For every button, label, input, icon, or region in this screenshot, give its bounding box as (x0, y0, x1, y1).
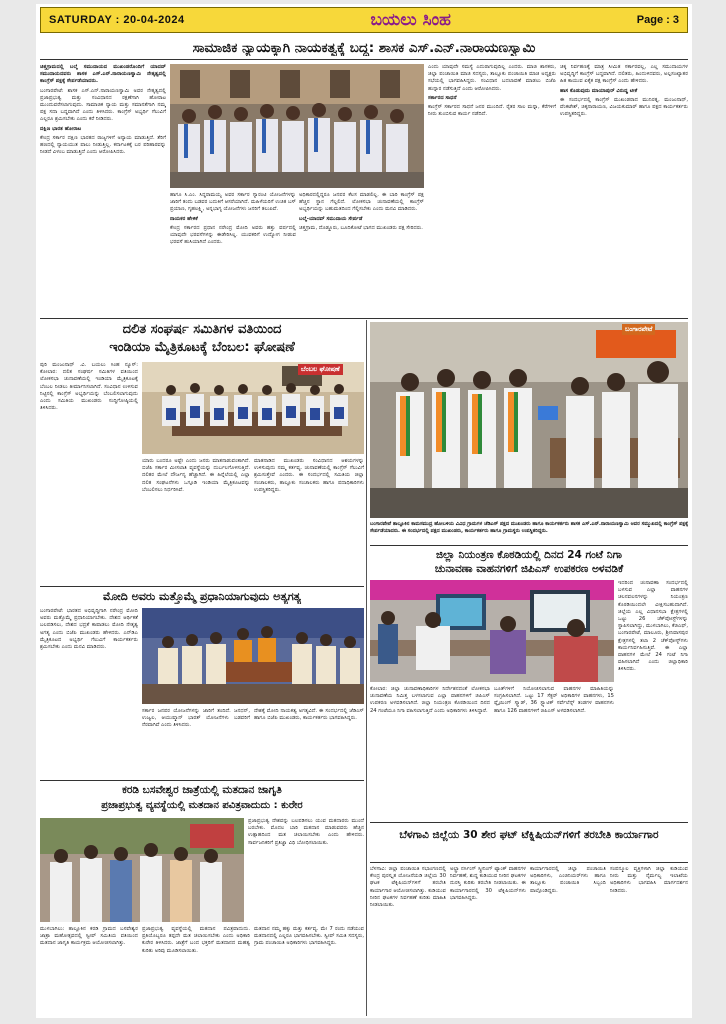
newspaper-title: ಬಯಲು ಸಿಂಹ (370, 10, 451, 30)
article5-headline-line1: ಕರಡಿ ಬಸವೇಶ್ವರ ಜಾತ್ರೆಯಲ್ಲಿ ಮತದಾನ ಜಾಗೃತಿ (122, 784, 282, 796)
article1-subhead-3: ಬಲ್ಮೆ-ಯಾದವ್ ಸಮುದಾಯ ಸೇರ್ಪಡೆ (299, 215, 363, 222)
article5-headline-line2: ಪ್ರಜಾಪ್ರಭುತ್ವ ವ್ಯವಸ್ಥೆಯಲ್ಲಿ ಮತದಾನ ಪವಿತ್ರವಾದುದು : ಕುರೇರ (101, 800, 303, 811)
article1-text-5: ಚಿಕ್ಕ ನಿರ್ವಹಣಕ್ಕೆ ಮಾತ್ರ ಸೀಮಿತ ಸರ್ಕಾರವಲ್ಲ, ಎಲ್ಲ ಸಮುದಾಯಗಳ ಅಭಿವೃದ್ಧಿಗೆ ಕಾಂಗ್ರೆಸ್ ಬದ್ಧವಾಗಿದೆ. ದಲಿತರು, ಹಿಂದುಳಿದವರು, ಅಲ್ಪಸಂಖ್ಯಾತರ ಹಿತ ಕಾಯುವ ಏಕೈಕ ಪಕ್ಷ ಕಾಂಗ್ರೆಸ್ ಎಂದು ಹೇಳಿದರು. (560, 64, 688, 85)
article4-photo (142, 608, 364, 704)
article6-column-2 (450, 866, 526, 1014)
article5-photo (40, 818, 244, 922)
article1-text-2b: ಕೇಂದ್ರ ಸರ್ಕಾರದ ಪ್ರಧಾನ ನರೇಂದ್ರ ಮೋದಿ ಅವರು ಹತ್ತು ವರ್ಷದಲ್ಲಿ ಯಾವುದೇ ಭರವಸೆಗಳನ್ನು ಈಡೇರಿಸಿಲ್ಲ. ಯುವಕರಿಗೆ ಉದ್ಯೋಗ ನೀಡುವ ಭರವಸೆ ಹುಸಿಯಾಗಿದೆ ಎಂದರು. (170, 224, 296, 246)
article3-column-2 (494, 686, 614, 818)
article4-column-1 (40, 608, 138, 778)
article5-column-2 (248, 818, 364, 922)
article1-subhead-1: ದಕ್ಷಿಣ ಭಾರತ ಹೋರಾಟ (40, 125, 82, 132)
article1-text-5b: ಈ ಸಂದರ್ಭದಲ್ಲಿ ಕಾಂಗ್ರೆಸ್ ಮುಖಂಡರಾದ ಮುನಿರತ್ನ, ಮಂಜುನಾಥ್, ವೆಂಕಟೇಶ್, ಚಿಕ್ಕನಾರಾಯಣ, ವಿಜಯಕುಮಾರ್ ಹಾಗೂ ಪಕ್ಷದ ಕಾರ್ಯಕರ್ತರು ಉಪಸ್ಥಿತರಿದ್ದರು. (560, 96, 688, 118)
article6-text-1: ಬೆಳಗಾವಿ: ಜಿಲ್ಲಾ ಪಂಚಾಯಿತಿ ಸಭಾಂಗಣದಲ್ಲಿ ಕೇಂದ್ರ ಪುರಸ್ಕೃತ ಯೋಜನೆಯಡಿ ಜಿಲ್ಲೆಯ 30 ಘಟಕ ಟೆಕ್ನಿಷಿಯನ್‌ಗಳಿಗೆ ತರಬೇತಿ ಕಾರ್ಯಾಗಾರ ಆಯೋಜಿಸಲಾಗಿತ್ತು. ಕುಡಿಯುವ ನೀರಿನ ಘಟಕಗಳ ನಿರ್ವಹಣೆ ಕುರಿತು ಮಾಹಿತಿ ನೀಡಲಾಯಿತು. (370, 866, 446, 909)
article1-column-5 (560, 64, 688, 314)
article3-side-column (618, 580, 688, 818)
article5-text-4: ಮತದಾನ ನಮ್ಮ ಹಕ್ಕು ಮತ್ತು ಕರ್ತವ್ಯ. ಮೇ 7 ರಂದು ನಡೆಯುವ ಮತದಾನದಲ್ಲಿ ಎಲ್ಲರೂ ಭಾಗವಹಿಸಬೇಕು. ಸ್ವೀಪ್ ಸಮಿತಿ ಸದಸ್ಯರು, ಗ್ರಾಮ ಪಂಚಾಯಿತಿ ಅಧಿಕಾರಿಗಳು ಭಾಗವಹಿಸಿದ್ದರು. (254, 926, 364, 947)
article4-text-3: ದೇಶಕ್ಕೆ ಮೋದಿ ನಾಯಕತ್ವ ಅಗತ್ಯವಿದೆ. ಈ ಸಂದರ್ಭದಲ್ಲಿ ಜೆಡಿಎಸ್ ಹಾಗೂ ಬಿಜೆಪಿ ಮುಖಂಡರು, ಕಾರ್ಯಕರ್ತರು ಭಾಗವಹಿಸಿದ್ದರು. (254, 708, 364, 722)
article3-headline-line1: ಜಿಲ್ಲಾ ನಿಯಂತ್ರಣ ಕೊಠಡಿಯಲ್ಲಿ ದಿನದ 24 ಗಂಟೆ ನಿಗಾ (435, 549, 622, 561)
article1-column-2 (170, 192, 296, 314)
article1-rule (40, 59, 688, 60)
article4-headline: ಮೋದಿ ಅವರು ಮತ್ತೊಮ್ಮೆ ಪ್ರಧಾನಿಯಾಗುವುದು ಅತ್ಯಗತ್ಯ (102, 590, 302, 603)
article2-photo (142, 362, 364, 454)
article5-column-1 (40, 926, 138, 1014)
article1-text-4: ಎಂದು ಯಾವುದೇ ಸಮಸ್ಯೆ ಎದುರಾಗುವುದಿಲ್ಲ ಎಂದರು. ಮಾಜಿ ಶಾಸಕರು, ಜಿಲ್ಲಾ ಪಂಚಾಯಿತಿ ಮಾಜಿ ಸದಸ್ಯರು, ತಾಲ್ಲೂಕು ಪಂಚಾಯಿತಿ ಮಾಜಿ ಅಧ್ಯಕ್ಷರು ಸಭೆಯಲ್ಲಿ ಭಾಗವಹಿಸಿದ್ದರು. ಸಂವಿಧಾನ ಬದಲಾವಣೆ ಮಾಡಲು ಬಿಜೆಪಿ ಹುನ್ನಾರ ನಡೆಸುತ್ತಿದೆ ಎಂದು ಆರೋಪಿಸಿದರು. (428, 64, 556, 92)
newspaper-page (36, 4, 692, 1018)
article6-column-1 (370, 866, 446, 1014)
article1-text-3b: ಚಿತ್ತಗ್ರಾಮ, ದೊಡ್ಡೂರು, ಬೂದಿಕೋಟೆ ಭಾಗದ ಮುಖಂಡರು ಪಕ್ಷ ಸೇರಿದರು. (299, 224, 423, 231)
section-divider-1 (40, 318, 688, 319)
article2-column-2 (142, 458, 250, 582)
section-divider-2 (370, 545, 688, 546)
article2-text-3: ಮಾತನಾಡಿದ ಮುಖಂಡರು ಸಂವಿಧಾನದ ಆಶಯಗಳನ್ನು ಉಳಿಸುವುದು ನಮ್ಮ ಕರ್ತವ್ಯ. ಚುನಾವಣೆಯಲ್ಲಿ ಕಾಂಗ್ರೆಸ್ ಗೆಲುವಿಗೆ ಶ್ರಮಿಸುತ್ತೇವೆ ಎಂದರು. ಈ ಸಂದರ್ಭದಲ್ಲಿ ಸಮಿತಿಯ ಜಿಲ್ಲಾ ಸಂಚಾಲಕರು, ತಾಲ್ಲೂಕು ಸಂಚಾಲಕರು ಹಾಗೂ ಪದಾಧಿಕಾರಿಗಳು ಉಪಸ್ಥಿತರಿದ್ದರು. (254, 458, 364, 493)
article1-column-3 (299, 192, 424, 314)
article3-text-1: ಕೋಲಾರ: ಜಿಲ್ಲಾ ಚುನಾವಣಾಧಿಕಾರಿಗಳ ನಿರ್ದೇಶನದಂತೆ ಲೋಕಸಭಾ ಚುನಾವಣೆಯ ನಿಮಿತ್ತ ಬಳಸಲಾಗುವ ಎಲ್ಲಾ ವಾಹನಗಳಿಗೆ ಜಿಪಿಎಸ್ ಉಪಕರಣ ಅಳವಡಿಸಲಾಗಿದೆ. ಜಿಲ್ಲಾ ನಿಯಂತ್ರಣ ಕೊಠಡಿಯಿಂದ ದಿನದ 24 ಗಂಟೆಯೂ ನಿಗಾ ವಹಿಸಲಾಗುತ್ತಿದೆ ಎಂದು ಅಧಿಕಾರಿಗಳು ತಿಳಿಸಿದ್ದಾರೆ. (370, 686, 490, 714)
article2-photo-inset: ಬೆಂಬಲ ಘೋಷಣೆ (298, 364, 343, 375)
article6-rule (370, 862, 688, 863)
article1-subhead-4: ಸರ್ಕಾರದ ಸಾಧನೆ (428, 94, 457, 101)
article5-text-1: ಮುಳಬಾಗಿಲು: ತಾಲ್ಲೂಕಿನ ಕರಡಿ ಗ್ರಾಮದ ಬಸವೇಶ್ವರ ಜಾತ್ರಾ ಮಹೋತ್ಸವದಲ್ಲಿ ಸ್ವೀಪ್ ಸಮಿತಿಯ ವತಿಯಿಂದ ಮತದಾನ ಜಾಗೃತಿ ಕಾರ್ಯಕ್ರಮ ಆಯೋಜಿಸಲಾಗಿತ್ತು. (40, 926, 138, 947)
article5-text-3: ಪ್ರಜಾಪ್ರಭುತ್ವ ವ್ಯವಸ್ಥೆಯಲ್ಲಿ ಮತದಾನ ಪವಿತ್ರವಾದುದು. ಪ್ರತಿಯೊಬ್ಬರೂ ತಪ್ಪದೇ ಮತ ಚಲಾಯಿಸಬೇಕು ಎಂದು ಅಧಿಕಾರಿ ಕುರೇರ ತಿಳಿಸಿದರು. ಜಾತ್ರೆಗೆ ಬಂದ ಭಕ್ತರಿಗೆ ಮತದಾನದ ಮಹತ್ವ ಕುರಿತು ಅರಿವು ಮೂಡಿಸಲಾಯಿತು. (142, 926, 250, 954)
issue-date: SATURDAY : 20-04-2024 (49, 14, 185, 26)
article3-headline-line2: ಚುನಾವಣಾ ವಾಹನಗಳಿಗೆ ಜಿಪಿಎಸ್ ಉಪಕರಣ ಅಳವಡಿಕೆ (434, 563, 624, 575)
congress-joining-caption: ಬಂಗಾರಪೇಟೆ ತಾಲ್ಲೂಕಿನ ಕಾಮಸಮುದ್ರ ಹೋಬಳಿಯ ವಿವಿಧ ಗ್ರಾಮಗಳ ಜೆಡಿಎಸ್ ಪಕ್ಷದ ಮುಖಂಡರು ಹಾಗೂ ಕಾರ್ಯಕರ್ತರು ಶಾಸಕ ಎಸ್.ಎನ್.ನಾರಾಯಣಸ್ವಾಮಿ ಅವರ ಸಮ್ಮುಖದಲ್ಲಿ ಕಾಂಗ್ರೆಸ್ ಪಕ್ಷಕ್ಕೆ ಸೇರ್ಪಡೆಯಾದರು. ಈ ಸಂದರ್ಭದಲ್ಲಿ ಪಕ್ಷದ ಮುಖಂಡರು, ಕಾರ್ಯಕರ್ತರು ಹಾಗೂ ಗ್ರಾಮಸ್ಥರು ಉಪಸ್ಥಿತರಿದ್ದರು. (370, 521, 688, 534)
article3-text-side: ಇದರಿಂದ ಚುನಾವಣಾ ಸಂದರ್ಭದಲ್ಲಿ ಬಳಸುವ ಎಲ್ಲಾ ವಾಹನಗಳ ಚಲನವಲನಗಳನ್ನು ನಿಯಂತ್ರಣ ಕೊಠಡಿಯಿಂದಲೇ ವೀಕ್ಷಿಸಬಹುದಾಗಿದೆ. ಜಿಲ್ಲೆಯ ಎಲ್ಲ ವಿಧಾನಸಭಾ ಕ್ಷೇತ್ರಗಳಲ್ಲಿ ಒಟ್ಟು 26 ಚೆಕ್‌ಪೋಸ್ಟ್‌ಗಳನ್ನು ಸ್ಥಾಪಿಸಲಾಗಿದ್ದು, ಮುಳಬಾಗಿಲು, ಕೆಜಿಎಫ್, ಬಂಗಾರಪೇಟೆ, ಮಾಲೂರು, ಶ್ರೀನಿವಾಸಪುರ ಕ್ಷೇತ್ರಗಳಲ್ಲಿ ತಲಾ 2 ಚೆಕ್‌ಪೋಸ್ಟ್‌ಗಳು ಕಾರ್ಯನಿರ್ವಹಿಸುತ್ತಿವೆ. ಈ ಎಲ್ಲಾ ವಾಹನಗಳ ಮೇಲೆ 24 ಗಂಟೆ ನಿಗಾ ವಹಿಸಲಾಗಿದೆ ಎಂದು ಜಿಲ್ಲಾಧಿಕಾರಿ ತಿಳಿಸಿದರು. (618, 580, 688, 673)
masthead (40, 7, 688, 33)
article3-text-2: ಬೂತ್‌ಗಳಿಗೆ ನಿಯೋಜಿಸಲಾಗುವ ವಾಹನಗಳ ಮಾಹಿತಿಯನ್ನು ಸಂಗ್ರಹಿಸಲಾಗಿದೆ. ಒಟ್ಟು 17 ಸೆಕ್ಟರ್ ಅಧಿಕಾರಿಗಳ ವಾಹನಗಳು, 15 ಫ್ಲೈಯಿಂಗ್ ಸ್ಕ್ವಾಡ್, 36 ಸ್ಟ್ಯಾಟಿಕ್ ಸರ್ವೆಲೆನ್ಸ್ ತಂಡಗಳ ವಾಹನಗಳು ಹಾಗೂ 126 ವಾಹನಗಳಿಗೆ ಜಿಪಿಎಸ್ ಅಳವಡಿಸಲಾಗಿದೆ. (494, 686, 614, 714)
article1-subhead-5: ಹಾಸ ಕೊಡುವುದು ಮಾಯಾಪುರ್ ವಿರುದ್ಧ ಟೀಕೆ (560, 87, 638, 94)
article5-column-4 (254, 926, 364, 1014)
article6-text-3: ಕಾರ್ಯಾಗಾರದಲ್ಲಿ ಜಿಲ್ಲಾ ಪಂಚಾಯಿತಿ ಅಧಿಕಾರಿಗಳು, ಎಂಜಿನಿಯರ್‌ಗಳು ಹಾಗೂ ತಾಲ್ಲೂಕು ಪಂಚಾಯಿತಿ ಸಿಬ್ಬಂದಿ ಪಾಲ್ಗೊಂಡಿದ್ದರು. (530, 866, 606, 894)
article1-photo (170, 64, 424, 188)
photo-banner: ಬಂಗಾರಪೇಟೆ (622, 324, 655, 335)
article1-text-3: ಅಧಿಕಾರದಲ್ಲಿದ್ದರೂ ಜನಪರ ಕೆಲಸ ಮಾಡಲಿಲ್ಲ. ಈ ಬಾರಿ ಕಾಂಗ್ರೆಸ್ ಪಕ್ಷ ಹೆಚ್ಚಿನ ಸ್ಥಾನ ಗೆಲ್ಲಲಿದೆ. ಲೋಕಸಭಾ ಚುನಾವಣೆಯಲ್ಲಿ ಕಾಂಗ್ರೆಸ್ ಅಭ್ಯರ್ಥಿಯನ್ನು ಬಹುಮತದಿಂದ ಗೆಲ್ಲಿಸಬೇಕು ಎಂದು ಮನವಿ ಮಾಡಿದರು. (299, 192, 424, 213)
article1-column-1 (40, 64, 166, 314)
article3-column-1 (370, 686, 490, 818)
article4-column-2 (142, 708, 250, 778)
article1-lede: ಚಿತ್ತಗ್ರಾಮದಲ್ಲಿ ಬಲ್ಮೆ ಸಮುದಾಯದ ಮುಖಂಡರೊಂದಿಗೆ ಯಾದವ್ ಸಮುದಾಯದವರು ಶಾಸಕ ಎಸ್.ಎನ್.ನಾರಾಯಣಸ್ವಾಮಿ ನೇತೃತ್ವದಲ್ಲಿ ಕಾಂಗ್ರೆಸ್ ಪಕ್ಷಕ್ಕೆ ಸೇರ್ಪಡೆಯಾದರು. (40, 64, 166, 85)
article2-column-1 (40, 362, 138, 582)
article6-column-3 (530, 866, 606, 1014)
article5-column-3 (142, 926, 250, 1014)
article5-text-2: ಪ್ರಜಾಪ್ರಭುತ್ವ ದೇಶವನ್ನು ಬಲಪಡಿಸಲು ಯುವ ಮತದಾರರು ಮುಂದೆ ಬರಬೇಕು. ಮೊದಲ ಬಾರಿ ಮತದಾನ ಮಾಡುವವರು ಹೆಚ್ಚಿನ ಉತ್ಸಾಹದಿಂದ ಮತ ಚಲಾಯಿಸಬೇಕು ಎಂದು ಹೇಳಿದರು. ಸಾರ್ವಜನಿಕರಿಗೆ ಪ್ರತಿಜ್ಞಾ ವಿಧಿ ಬೋಧಿಸಲಾಯಿತು. (248, 818, 364, 846)
article6-text-2: ಅಲ್ಟ್ರಾ ನರ್ಸಿಂಗ್ ಸ್ಕ್ರೀನಿಂಗ್ ಟ್ಯಾಂಕ್ ವಾಹನಗಳ ನಿರ್ವಹಣೆ, ಶುದ್ಧ ಕುಡಿಯುವ ನೀರಿನ ಘಟಕಗಳ ದುರಸ್ತಿ ಕುರಿತು ತರಬೇತಿ ನೀಡಲಾಯಿತು. ಈ ಕಾರ್ಯಾಗಾರದಲ್ಲಿ 30 ಟೆಕ್ನಿಷಿಯನ್‌ಗಳು ಭಾಗವಹಿಸಿದ್ದರು. (450, 866, 526, 901)
article1-headline: ಸಾಮಾಜಿಕ ನ್ಯಾಯಕ್ಕಾಗಿ ನಾಯಕತ್ವಕ್ಕೆ ಬದ್ಧ: ಶಾಸಕ ಎಸ್.ಎನ್.ನಾರಾಯಣಸ್ವಾಮಿ (192, 40, 536, 56)
article4-column-3 (254, 708, 364, 778)
article6-column-4 (610, 866, 688, 1014)
article2-text-1: ಪುರಿ ಮಂಜುನಾಥ್ .ವಿ. ಬಯಲು ಸಿಂಹ ನ್ಯೂಸ್: ಕೋಲಾರ: ದಲಿತ ಸಂಘರ್ಷ ಸಮಿತಿಗಳ ವತಿಯಿಂದ ಲೋಕಸಭಾ ಚುನಾವಣೆಯಲ್ಲಿ ಇಂಡಿಯಾ ಮೈತ್ರಿಕೂಟಕ್ಕೆ ಬೆಂಬಲ ನೀಡಲು ತೀರ್ಮಾನಿಸಲಾಗಿದೆ. ಸಂವಿಧಾನ ಉಳಿಸುವ ನಿಟ್ಟಿನಲ್ಲಿ ಕಾಂಗ್ರೆಸ್ ಅಭ್ಯರ್ಥಿಯನ್ನು ಬೆಂಬಲಿಸಲಾಗುವುದು ಎಂದು ಸಮಿತಿಯ ಮುಖಂಡರು ಸುದ್ದಿಗೋಷ್ಠಿಯಲ್ಲಿ ತಿಳಿಸಿದರು. (40, 362, 138, 412)
article1-text-2: ಹಾಗೂ ಸಿ.ಎಂ. ಸಿದ್ದರಾಮಯ್ಯ ಅವರ ಸರ್ಕಾರ ಗ್ಯಾರಂಟಿ ಯೋಜನೆಗಳನ್ನು ಜಾರಿಗೆ ತಂದು ಬಡವರ ಬದುಕಿಗೆ ಆಸರೆಯಾಗಿದೆ. ಮಹಿಳೆಯರಿಗೆ ಉಚಿತ ಬಸ್ ಪ್ರಯಾಣ, ಗೃಹಲಕ್ಷ್ಮಿ, ಅನ್ನಭಾಗ್ಯ ಯೋಜನೆಗಳು ಜನರಿಗೆ ತಲುಪಿವೆ. (170, 192, 296, 213)
article1-subhead-2: ನಾಯಕರ ಹೇಳಿಕೆ (170, 215, 198, 222)
article1-text-1b: ಕೇಂದ್ರ ಸರ್ಕಾರ ದಕ್ಷಿಣ ಭಾರತದ ರಾಜ್ಯಗಳಿಗೆ ಅನ್ಯಾಯ ಮಾಡುತ್ತಿದೆ. ತೆರಿಗೆ ಹಣದಲ್ಲಿ ನ್ಯಾಯಯುತ ಪಾಲು ನೀಡುತ್ತಿಲ್ಲ. ಕರ್ನಾಟಕಕ್ಕೆ ಬರ ಪರಿಹಾರವನ್ನು ನೀಡದೆ ವಿಳಂಬ ಮಾಡುತ್ತಿದೆ ಎಂದು ಆರೋಪಿಸಿದರು. (40, 134, 166, 156)
article1-text-4b: ಕಾಂಗ್ರೆಸ್ ಸರ್ಕಾರದ ಸಾಧನೆ ಜನರ ಮುಂದಿದೆ. ರೈತರ ಸಾಲ ಮನ್ನಾ, ಕೆರೆಗಳಿಗೆ ನೀರು ತುಂಬಿಸುವ ಕಾರ್ಯ ನಡೆದಿದೆ. (428, 104, 556, 118)
section-divider-4 (40, 780, 364, 781)
article4-text-1: ಬಂಗಾರಪೇಟೆ: ಭಾರತದ ಅಭಿವೃದ್ಧಿಗಾಗಿ ನರೇಂದ್ರ ಮೋದಿ ಅವರು ಮತ್ತೊಮ್ಮೆ ಪ್ರಧಾನಿಯಾಗಬೇಕು. ದೇಶದ ಆರ್ಥಿಕತೆ ಬಲಪಡಿಸಲು, ದೇಶದ ಭದ್ರತೆ ಕಾಪಾಡಲು ಮೋದಿ ನೇತೃತ್ವ ಅಗತ್ಯ ಎಂದು ಬಿಜೆಪಿ ಮುಖಂಡರು ಹೇಳಿದರು. ಎನ್‌ಡಿಎ ಮೈತ್ರಿಕೂಟದ ಅಭ್ಯರ್ಥಿ ಗೆಲುವಿಗೆ ಕಾರ್ಯಕರ್ತರು ಶ್ರಮಿಸಬೇಕು ಎಂದು ಮನವಿ ಮಾಡಿದರು. (40, 608, 138, 651)
article2-headline-line2: ಇಂಡಿಯಾ ಮೈತ್ರಿಕೂಟಕ್ಕೆ ಬೆಂಬಲ: ಘೋಷಣೆ (109, 340, 295, 355)
article4-text-2: ಸರ್ಕಾರ ಜನಪರ ಯೋಜನೆಗಳನ್ನು ಜಾರಿಗೆ ತಂದಿದೆ. ಜನಧನ್, ಉಜ್ವಲ, ಆಯುಷ್ಮಾನ್ ಭಾರತ್ ಯೋಜನೆಗಳು ಬಡವರಿಗೆ ನೆರವಾಗಿವೆ ಎಂದು ತಿಳಿಸಿದರು. (142, 708, 250, 729)
article2-column-3 (254, 458, 364, 582)
article1-column-4 (428, 64, 556, 314)
section-divider-3 (40, 586, 364, 587)
article6-text-4: ಸಂಪನ್ಮೂಲ ವ್ಯಕ್ತಿಗಳಾಗಿ ಜಿಲ್ಲಾ ಕುಡಿಯುವ ನೀರು ಮತ್ತು ನೈರ್ಮಲ್ಯ ಇಲಾಖೆಯ ಅಧಿಕಾರಿಗಳು ಭಾಗವಹಿಸಿ ಮಾರ್ಗದರ್ಶನ ನೀಡಿದರು. (610, 866, 688, 894)
congress-joining-photo (370, 322, 688, 518)
page-number: Page : 3 (636, 14, 679, 26)
article6-headline: ಬೆಳಗಾವಿ ಜಿಲ್ಲೆಯ 30 ಶೇರ ಘಟ್ ಟೆಕ್ನಿಷಿಯನ್‌ಗಳಿಗೆ ತರಬೇತಿ ಕಾರ್ಯಾಗಾರ (399, 829, 659, 841)
control-room-photo (370, 580, 614, 682)
article2-text-2: ಯಾರು ಬಂದರೂ ಅಷ್ಟೇ ಎಂದು ಜನರು ಮಾತನಾಡುವಂತಾಗಿದೆ. ಬಿಜೆಪಿ ಸರ್ಕಾರ ಮೀಸಲಾತಿ ವ್ಯವಸ್ಥೆಯನ್ನು ದುರ್ಬಲಗೊಳಿಸುತ್ತಿದೆ. ದಲಿತರ ಮೇಲೆ ದೌರ್ಜನ್ಯ ಹೆಚ್ಚಾಗಿದೆ. ಈ ಹಿನ್ನೆಲೆಯಲ್ಲಿ ಎಲ್ಲಾ ದಲಿತ ಸಂಘಟನೆಗಳು ಒಗ್ಗೂಡಿ ಇಂಡಿಯಾ ಮೈತ್ರಿಕೂಟವನ್ನು ಬೆಂಬಲಿಸಲು ನಿರ್ಧರಿಸಿವೆ. (142, 458, 250, 493)
article1-text-1: ಬಂಗಾರಪೇಟೆ: ಶಾಸಕ ಎಸ್.ಎನ್.ನಾರಾಯಣಸ್ವಾಮಿ ಅವರ ನೇತೃತ್ವದಲ್ಲಿ ಪ್ರಜಾಪ್ರಭುತ್ವ ಮತ್ತು ಸಂವಿಧಾನದ ರಕ್ಷಣೆಗಾಗಿ ಹೋರಾಟ ಮುಂದುವರೆಸಲಾಗುವುದು. ಸಾಮಾಜಿಕ ನ್ಯಾಯ ಮತ್ತು ಸಮಾನತೆಗಾಗಿ ನಮ್ಮ ಪಕ್ಷ ಸದಾ ಬದ್ಧವಾಗಿದೆ ಎಂದು ತಿಳಿಸಿದರು. ಕಾಂಗ್ರೆಸ್ ಅಭ್ಯರ್ಥಿ ಗೆಲುವಿಗೆ ಎಲ್ಲರೂ ಶ್ರಮಿಸಬೇಕು ಎಂದು ಕರೆ ನೀಡಿದರು. (40, 87, 166, 123)
article2-headline-line1: ದಲಿತ ಸಂಘರ್ಷ ಸಮಿತಿಗಳ ವತಿಯಿಂದ (122, 322, 282, 337)
vertical-divider (366, 320, 367, 1016)
section-divider-5 (370, 822, 688, 823)
